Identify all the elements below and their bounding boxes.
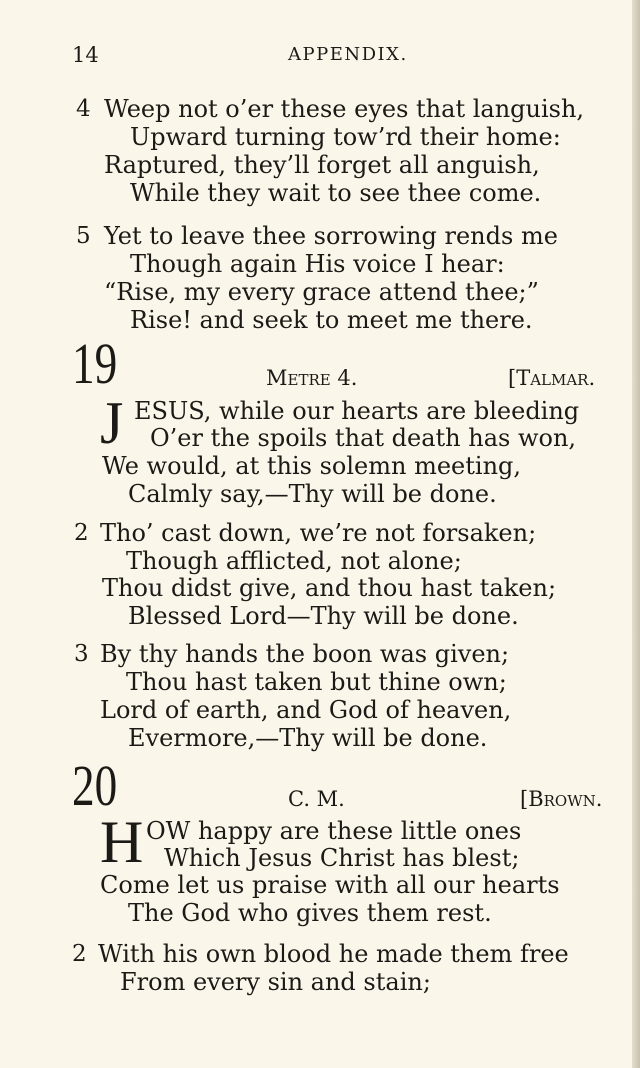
verse-number: 5: [76, 223, 91, 249]
verse-line: Evermore,—Thy will be done.: [128, 724, 488, 752]
verse-number: 4: [76, 96, 91, 122]
verse-line: “Rise, my every grace attend thee;”: [104, 278, 539, 306]
drop-cap: J: [100, 390, 124, 456]
hymn-number: 19: [72, 331, 118, 396]
verse-line: Weep not o’er these eyes that languish,: [104, 95, 585, 123]
verse-line: While they wait to see thee come.: [130, 179, 542, 207]
page-header: [72, 42, 612, 68]
verse-line: Tho’ cast down, we’re not forsaken;: [100, 519, 537, 547]
verse-number: 3: [74, 641, 89, 667]
drop-cap: H: [100, 809, 144, 875]
verse-line: Upward turning tow’rd their home:: [130, 123, 561, 151]
page-number: 14: [72, 43, 99, 67]
hymn-metre: Metre 4.: [266, 366, 358, 390]
verse-line: The God who gives them rest.: [128, 899, 492, 927]
verse-line: Though again His voice I hear:: [130, 250, 505, 278]
verse-line: ESUS, while our hearts are bleeding: [134, 397, 580, 425]
verse-number: 2: [72, 941, 87, 967]
running-title: APPENDIX.: [288, 44, 408, 65]
verse-line: Yet to leave thee sorrowing rends me: [104, 222, 558, 250]
verse-line: Though afflicted, not alone;: [126, 547, 462, 575]
verse-line: We would, at this solemn meeting,: [102, 452, 522, 480]
verse-line: Raptured, they’ll forget all anguish,: [104, 151, 540, 179]
page-edge: [632, 0, 640, 1068]
verse-line: Which Jesus Christ has blest;: [164, 844, 520, 872]
verse-line: Calmly say,—Thy will be done.: [128, 480, 497, 508]
verse-number: 2: [74, 520, 89, 546]
verse-line: Lord of earth, and God of heaven,: [100, 696, 512, 724]
verse-line: OW happy are these little ones: [146, 817, 522, 845]
hymn-metre: C. M.: [288, 787, 345, 811]
verse-line: Come let us praise with all our hearts: [100, 871, 560, 899]
hymn-tune: [Talmar.: [508, 366, 596, 390]
verse-line: Thou hast taken but thine own;: [126, 668, 507, 696]
hymn-number: 20: [72, 753, 118, 818]
verse-line: From every sin and stain;: [120, 968, 431, 996]
hymn-tune: [Brown.: [520, 787, 603, 811]
verse-line: By thy hands the boon was given;: [100, 640, 510, 668]
verse-line: Blessed Lord—Thy will be done.: [128, 602, 519, 630]
verse-line: Thou didst give, and thou hast taken;: [102, 574, 557, 602]
verse-line: Rise! and seek to meet me there.: [130, 306, 533, 334]
verse-line: With his own blood he made them free: [98, 940, 569, 968]
verse-line: O’er the spoils that death has won,: [150, 424, 577, 452]
